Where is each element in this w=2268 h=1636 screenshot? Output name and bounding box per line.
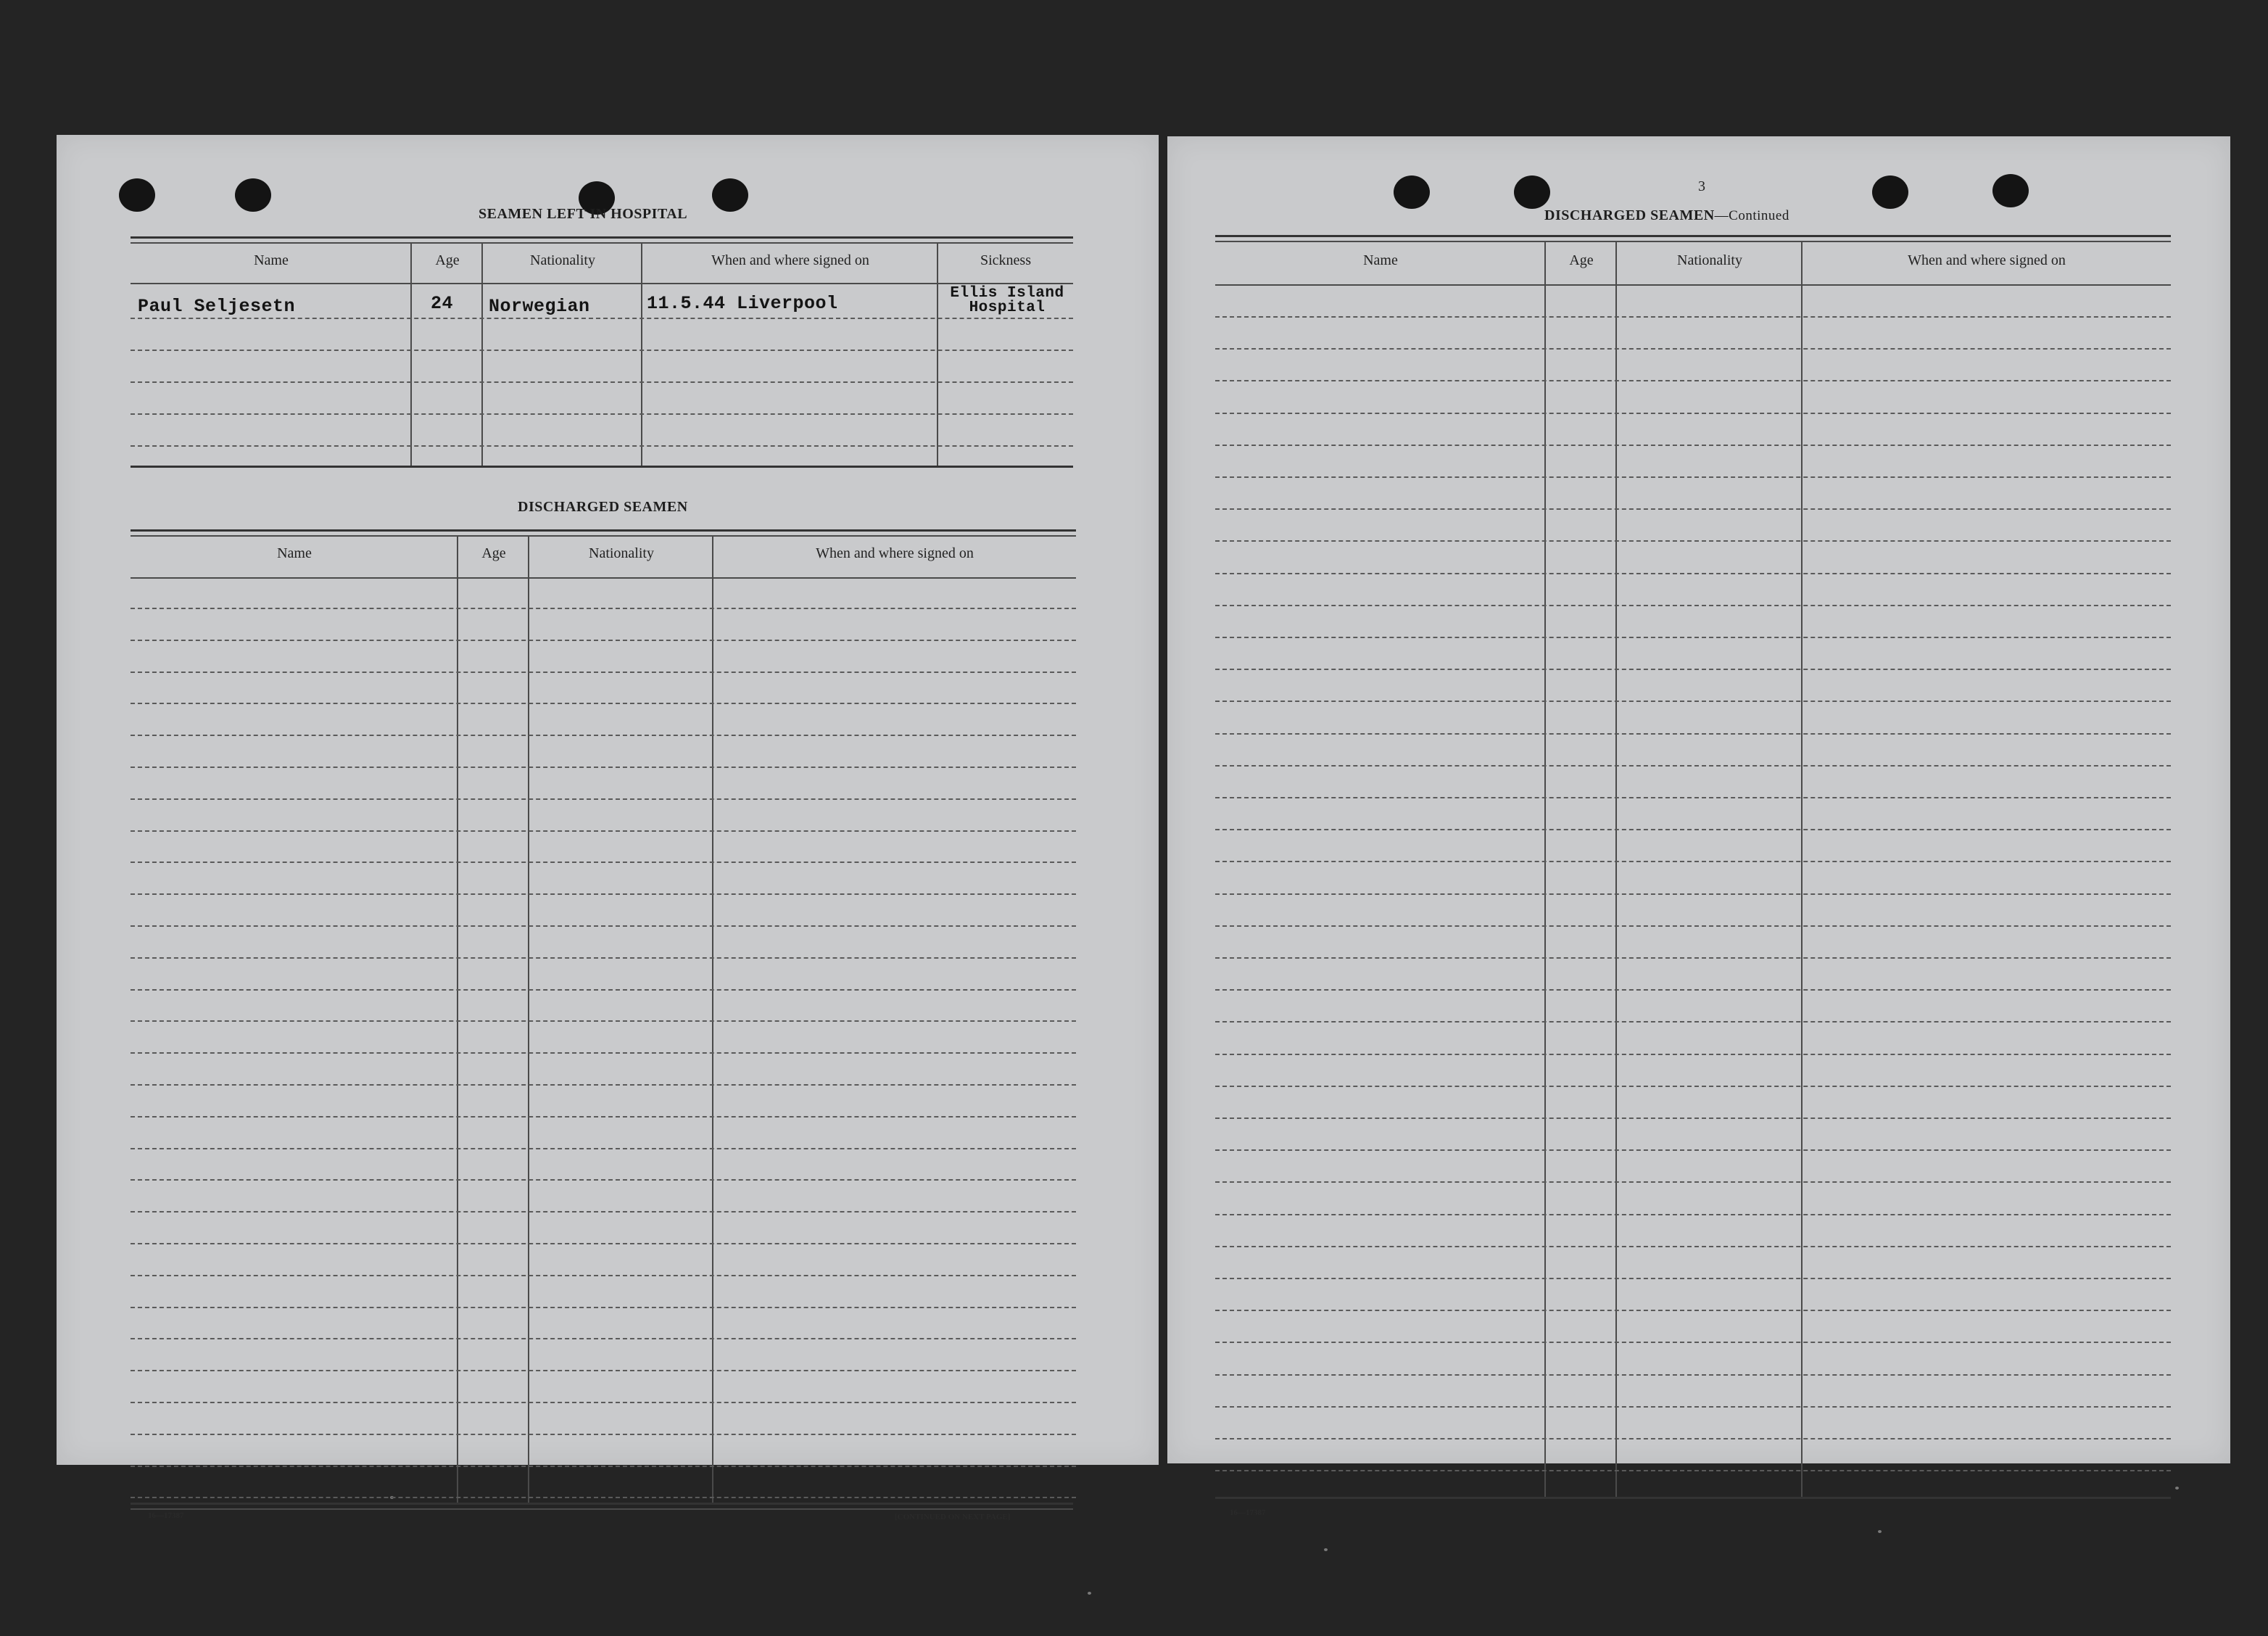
row-line xyxy=(1215,957,2171,959)
column-header-age: Age xyxy=(1569,252,1594,268)
hospital-entry-signed-on: 11.5.44 Liverpool xyxy=(647,293,838,314)
row-line xyxy=(1215,380,2171,381)
row-line xyxy=(1215,1374,2171,1376)
row-line xyxy=(1215,1310,2171,1311)
row-line xyxy=(131,608,1076,609)
row-line xyxy=(131,767,1076,768)
row-line xyxy=(131,1148,1076,1149)
row-line xyxy=(131,1434,1076,1435)
column-header-sickness: Sickness xyxy=(980,252,1031,268)
row-line xyxy=(1215,1181,2171,1183)
column-divider xyxy=(1615,241,1617,1497)
row-line xyxy=(1215,797,2171,798)
row-line xyxy=(1215,669,2171,670)
table-bottom-rule xyxy=(131,466,1073,468)
row-line xyxy=(1215,637,2171,638)
punch-hole xyxy=(119,178,155,212)
row-line xyxy=(131,703,1076,704)
row-line xyxy=(1215,1054,2171,1055)
row-line xyxy=(1215,1278,2171,1279)
hospital-entry-age: 24 xyxy=(431,293,454,314)
title-text: DISCHARGED SEAMEN xyxy=(1544,207,1715,223)
punch-hole xyxy=(1514,175,1550,209)
row-line xyxy=(1215,445,2171,446)
row-line xyxy=(1215,1342,2171,1343)
row-line xyxy=(1215,861,2171,862)
row-line xyxy=(131,1052,1076,1054)
row-line xyxy=(131,798,1076,800)
row-line xyxy=(1215,540,2171,542)
column-divider xyxy=(457,535,458,1503)
punch-hole xyxy=(1394,175,1430,209)
header-bottom-rule xyxy=(131,283,1073,284)
column-header-nationality: Nationality xyxy=(589,545,654,561)
column-divider xyxy=(641,242,642,467)
row-line xyxy=(1215,989,2171,991)
row-line xyxy=(1215,829,2171,830)
row-line xyxy=(1215,573,2171,574)
row-line xyxy=(131,1307,1076,1308)
table-top-rule xyxy=(131,236,1073,239)
hospital-entry-nationality: Norwegian xyxy=(489,296,590,317)
left-form-page xyxy=(57,135,1159,1521)
row-line xyxy=(1215,1246,2171,1247)
row-line xyxy=(1215,1406,2171,1408)
row-line xyxy=(1215,1021,2171,1022)
column-header-name: Name xyxy=(254,252,289,268)
table-top-rule xyxy=(131,535,1076,537)
row-line xyxy=(131,1338,1076,1339)
row-line xyxy=(131,1211,1076,1212)
row-line xyxy=(131,830,1076,832)
hospital-entry-sickness-line1: Ellis Island xyxy=(950,285,1064,302)
punch-hole xyxy=(235,178,271,212)
row-line xyxy=(1215,1117,2171,1119)
column-divider xyxy=(712,535,713,1503)
table-top-rule xyxy=(131,529,1076,532)
column-divider xyxy=(1544,241,1546,1497)
row-line xyxy=(131,925,1076,927)
column-divider xyxy=(410,242,412,467)
column-header-signed-on: When and where signed on xyxy=(816,545,974,561)
row-line xyxy=(131,350,1073,351)
column-header-age: Age xyxy=(435,252,460,268)
right-form-page xyxy=(1167,136,2230,1517)
table-top-rule xyxy=(1215,235,2171,237)
row-line xyxy=(131,735,1076,736)
row-line xyxy=(1215,348,2171,350)
row-line xyxy=(131,1402,1076,1403)
table-top-rule xyxy=(131,242,1073,244)
column-header-signed-on: When and where signed on xyxy=(711,252,869,268)
row-line xyxy=(131,1179,1076,1181)
punch-hole xyxy=(1872,175,1908,209)
table-bottom-rule xyxy=(131,1503,1073,1505)
row-line xyxy=(131,1275,1076,1276)
row-line xyxy=(131,1370,1076,1371)
column-header-nationality: Nationality xyxy=(530,252,595,268)
page-number: 3 xyxy=(1698,178,1705,194)
hospital-entry-sickness-line2: Hospital xyxy=(969,299,1046,316)
punch-hole xyxy=(712,178,748,212)
column-divider xyxy=(528,535,529,1503)
row-line xyxy=(131,989,1076,991)
discharged-continued-title xyxy=(1544,207,1789,224)
continued-note: [CONTINUED ON NEXT PAGE] xyxy=(895,1513,1011,1521)
row-line xyxy=(131,1116,1076,1117)
row-line xyxy=(1215,1086,2171,1087)
row-line xyxy=(131,1466,1076,1467)
row-line xyxy=(1215,1149,2171,1151)
row-line xyxy=(1215,316,2171,318)
discharged-section-title: DISCHARGED SEAMEN xyxy=(518,499,688,515)
row-line xyxy=(131,957,1076,959)
header-bottom-rule xyxy=(131,577,1076,579)
column-header-name: Name xyxy=(277,545,312,561)
table-bottom-rule xyxy=(131,1508,1073,1510)
hospital-entry-name: Paul Seljesetn xyxy=(138,296,296,317)
row-line xyxy=(131,640,1076,641)
scan-speck xyxy=(1088,1592,1091,1595)
punch-hole xyxy=(1992,174,2029,207)
row-line xyxy=(131,893,1076,895)
row-line xyxy=(131,1020,1076,1022)
row-line xyxy=(131,862,1076,863)
row-line xyxy=(131,318,1073,319)
scan-speck xyxy=(2175,1487,2179,1490)
form-number: 16—17387 xyxy=(1230,1508,1266,1517)
row-line xyxy=(1215,925,2171,927)
row-line xyxy=(1215,733,2171,735)
title-suffix: —Continued xyxy=(1714,208,1789,223)
row-line xyxy=(131,1497,1076,1498)
row-line xyxy=(131,413,1073,415)
column-divider xyxy=(937,242,938,467)
row-line xyxy=(131,381,1073,383)
row-line xyxy=(1215,605,2171,606)
row-line xyxy=(131,672,1076,673)
column-header-signed-on: When and where signed on xyxy=(1908,252,2066,268)
hospital-section-title: SEAMEN LEFT IN HOSPITAL xyxy=(479,206,688,222)
row-line xyxy=(1215,1438,2171,1439)
row-line xyxy=(1215,765,2171,767)
form-number: 16—17387 xyxy=(148,1511,184,1520)
row-line xyxy=(1215,476,2171,478)
row-line xyxy=(1215,893,2171,895)
scan-speck xyxy=(1878,1530,1882,1533)
table-bottom-rule xyxy=(1215,1497,2171,1499)
column-header-nationality: Nationality xyxy=(1677,252,1742,268)
column-divider xyxy=(1801,241,1803,1497)
row-line xyxy=(131,445,1073,447)
row-line xyxy=(1215,413,2171,414)
row-line xyxy=(1215,1470,2171,1471)
header-bottom-rule xyxy=(1215,284,2171,286)
table-top-rule xyxy=(1215,241,2171,242)
column-header-age: Age xyxy=(481,545,506,561)
row-line xyxy=(1215,508,2171,510)
row-line xyxy=(1215,701,2171,702)
scan-speck xyxy=(1324,1548,1328,1551)
column-header-name: Name xyxy=(1363,252,1398,268)
row-line xyxy=(131,1243,1076,1244)
row-line xyxy=(1215,1214,2171,1215)
row-line xyxy=(131,1084,1076,1086)
column-divider xyxy=(481,242,483,467)
